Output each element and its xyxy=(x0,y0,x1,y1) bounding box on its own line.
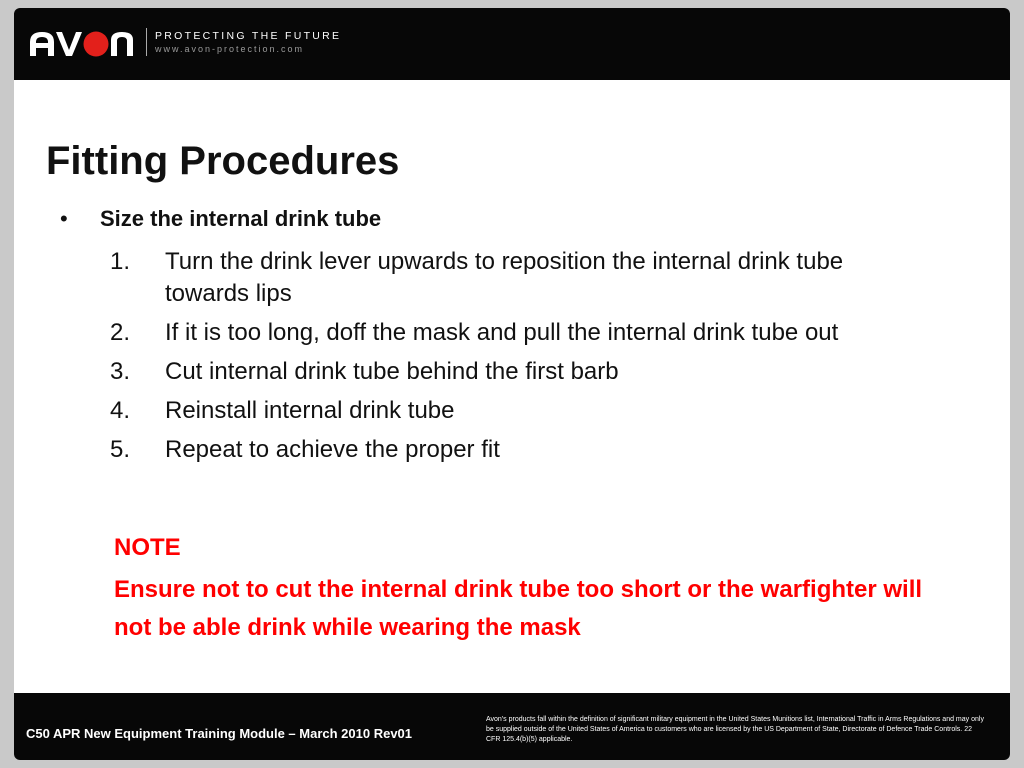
bullet-symbol: • xyxy=(60,206,68,231)
note-text: Ensure not to cut the internal drink tube too short or the warfighter will not be able drink while wearing the mask xyxy=(114,576,923,641)
step-text: Cut internal drink tube behind the first barb xyxy=(165,358,619,385)
step-text: Repeat to achieve the proper fit xyxy=(165,436,500,463)
step-item xyxy=(110,317,890,349)
bullet-text: Size the internal drink tube xyxy=(100,206,382,231)
step-item xyxy=(110,395,890,427)
step-number: 5. xyxy=(110,436,131,463)
step-item xyxy=(110,356,890,388)
footer-title: C50 APR New Equipment Training Module – March 2010 Rev01 xyxy=(26,726,413,741)
step-number: 4. xyxy=(110,397,131,424)
slide xyxy=(14,8,1010,760)
avon-logo xyxy=(28,26,134,60)
step-text: If it is too long, doff the mask and pull the internal drink tube out xyxy=(165,319,839,346)
step-number: 3. xyxy=(110,358,131,385)
step-item xyxy=(110,246,890,310)
header-bar xyxy=(14,8,1010,80)
steps-list xyxy=(110,246,890,473)
step-number: 1. xyxy=(110,248,131,275)
footer-bar xyxy=(14,693,1010,760)
slide-title: Fitting Procedures xyxy=(46,139,400,183)
step-item xyxy=(110,434,890,466)
step-text: Turn the drink lever upwards to reposition the internal drink tube towards lips xyxy=(165,248,844,307)
website-url: www.avon-protection.com xyxy=(155,44,305,54)
legal-disclaimer: Avon's products fall within the definition of significant military equipment in the United States Munitions list, International Traffic in Arms Regulations and may only be supplied outside of the United States of America to customers who are licensed by the US Department of State, Directorate of Defence Trade Controls. 22 CFR 125.4(b)(5) applicable. xyxy=(486,716,984,743)
header-divider xyxy=(146,28,147,56)
bullet-item xyxy=(60,206,381,232)
step-text: Reinstall internal drink tube xyxy=(165,397,455,424)
tagline: PROTECTING THE FUTURE xyxy=(155,30,342,42)
step-number: 2. xyxy=(110,319,131,346)
note-heading: NOTE xyxy=(114,534,181,561)
